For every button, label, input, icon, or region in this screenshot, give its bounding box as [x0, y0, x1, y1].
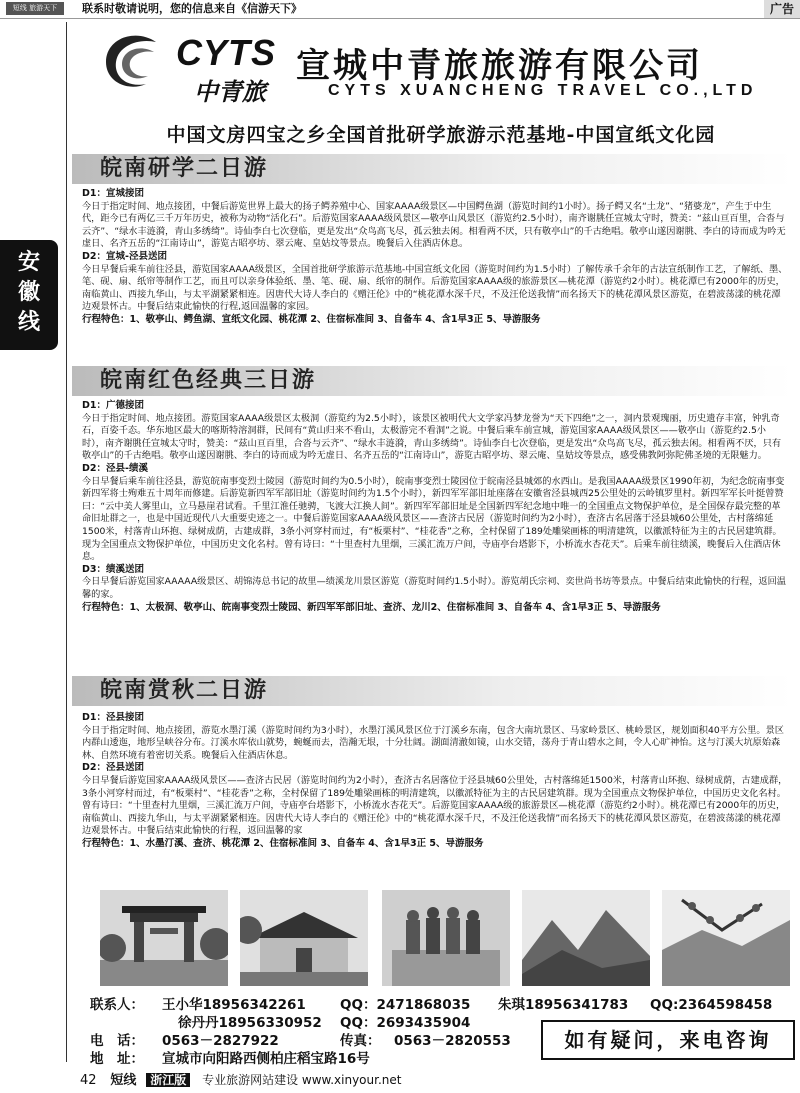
footer-description[interactable]: 专业旅游网站建设 www.xinyour.net: [202, 1073, 402, 1087]
photo-strip: [100, 890, 790, 986]
section-title: [72, 154, 792, 184]
section-title: [72, 366, 792, 396]
cyts-logo-cn: 中青旅: [194, 78, 266, 106]
phone-number[interactable]: 0563－2827922: [162, 1033, 279, 1049]
contact-qq: QQ:2364598458: [650, 997, 773, 1013]
section-title-text: 皖南红色经典三日游: [100, 368, 317, 393]
address-label: 地 址：: [90, 1051, 144, 1067]
section-body: [82, 188, 788, 327]
day-label: D1：泾县接团: [82, 712, 144, 723]
address: 宣城市向阳路西侧柏庄稻宝路16号: [162, 1051, 370, 1067]
section-body: [82, 712, 788, 851]
contact-person: 朱琪18956341783: [498, 997, 629, 1013]
day-text: 今日早餐后乘车前往泾县，游览皖南事变烈士陵园（游览时间约为0.5小时），皖南事变烈士陵园位于皖南泾县城郊的水西山。是我国AAAA级景区1990年初，为纪念皖南事变新四军将士殉难五十周年而修建。后游览新四军军部旧址（游览时间约为1.5个小时），新四军军部旧址座落在安徽省泾县城西25公里处的云岭镇罗里村。新四军军长叶挺曾赞曰：“云中美人雾里山，立马悬崖君试看。千里江淮任驰骋，飞渡大江换人间”。新四军军部旧址是全国新四军纪念地中唯一的全国重点文物保护单位，是全国保存最完整的革命旧址群之一，也是中国近现代八大重要史迹之一。中餐后游览国家AAAA级风景区——查济古民居（游览时间约为2小时），查济古名居落于泾县城60公里处，古村落绵延1500米，村落青山环抱、绿树成荫，古建成群，3条小河穿村而过，有“板栗村”、“桂花香”之称，全村保留了189处雕梁画栋的明清建筑，以徽派特征为主的古民居建筑群。现为全国重点文物保护单位，中国历史文化名村。曾有诗曰：“十里查村九里烟，三溪汇流万户间，寺庙亭台塔影下，小桥流水杏花天”。后乘车前往绩溪，晚餐后入住酒店休息。: [82, 475, 785, 563]
day-text: 今日于指定时间、地点接团，游览水墨汀溪（游览时间约为3小时），水墨汀溪风景区位于汀溪乡东南，包含大南坑景区、马家岭景区、桃岭景区，规划面积40平方公里。景区内群山逶迤，地形呈峡谷分布。汀溪水库依山就势，蜿蜒而去，浩瀚无垠，十分壮阔。湖面清澈如镜，山水交错，荡舟于青山碧水之间，令人心旷神怡。这与汀溪大坑原始森林、自然环境有着密切关系。晚餐后入住酒店休息。: [82, 724, 784, 761]
contact-person: 王小华18956342261: [162, 997, 306, 1013]
section-title-text: 皖南赏秋二日游: [100, 678, 269, 703]
swirl-logo-icon: [102, 30, 162, 92]
contact-person: 徐丹丹18956330952: [178, 1015, 322, 1031]
slogan: 中国文房四宝之乡全国首批研学旅游示范基地-中国宣纸文化园: [166, 124, 716, 146]
statue-group-photo: [382, 890, 510, 986]
day-label: D2：泾县-绩溪: [82, 462, 148, 474]
day-text: 今日于指定时间、地点接团。游览国家AAAA级景区太极洞（游览约为2.5小时），该景区被明代大文学家冯梦龙誉为“天下四绝”之一，洞内景观瑰丽，历史遗存丰富，钟乳奇石，百姿千态。华东地区最大的喀斯特溶洞群，民间有“黄山归来不看山，太极游完不看洞”之说。中餐后乘车前宣城，游览国家AAAA级风景区——敬亭山（游览约2.5小时），南齐谢朓任宣城太守时，赞美：“兹山亘百里，合沓与云齐”、“绿水丰涟漪，青山多绣绮”。诗仙李白七次登临，更是发出“众鸟高飞尽，孤云独去闲。相看两不厌，只有敬亭山”的千古绝唱。敬亭山遂因谢朓、李白的诗而成为吟无虚日、名齐五岳的“江南诗山”，游览古昭亭坊、翠云庵、皇姑坟等景点，感受佛教阿弥陀佛圣境的无限魅力。: [82, 412, 782, 462]
day-text: 今日早餐后游览国家AAAAA级景区、胡锦涛总书记的故里—绩溪龙川景区游览（游览时间约1.5小时）。游览胡氏宗祠、奕世尚书坊等景点。中餐后结束此愉快的行程，返回温馨的家。: [82, 576, 786, 600]
contact-qq: QQ：2471868035: [340, 997, 471, 1013]
section-title: [72, 676, 792, 706]
fax-number: 0563－2820553: [394, 1033, 511, 1049]
contact-qq: QQ：2693435904: [340, 1015, 471, 1031]
company-name-en: CYTS XUANCHENG TRAVEL CO.,LTD: [328, 82, 758, 99]
section-body: [82, 400, 788, 614]
day-label: D3：绩溪送团: [82, 563, 144, 575]
peach-blossom-photo: [662, 890, 790, 986]
phone-label: 电 话：: [90, 1033, 144, 1049]
itinerary-features: 行程特色：1、敬亭山、鳄鱼湖、宣纸文化园、桃花潭 2、住宿标准间 3、自备车 4、含1早3正 5、导游服务: [82, 313, 541, 325]
itinerary-features: 行程特色：1、太极洞、敬亭山、皖南事变烈士陵园、新四军军部旧址、查济、龙川2、住宿标准间 3、自备车 4、含1早3正 5、导游服务: [82, 601, 661, 613]
memorial-archway-photo: [100, 890, 228, 986]
cyts-logo-text: CYTS: [176, 32, 277, 73]
company-name: 宣城中青旅旅游有限公司: [296, 46, 703, 86]
itinerary-features: 行程特色：1、水墨汀溪、查济、桃花潭 2、住宿标准间 3、自备车 4、含1早3正 5、导游服务: [82, 837, 484, 849]
day-label: D1：广德接团: [82, 400, 144, 411]
day-label: D1：宣城接团: [82, 188, 144, 199]
mountain-landscape-photo: [522, 890, 650, 986]
ad-tag: 广告: [764, 0, 800, 18]
day-text: 今日于指定时间、地点接团，中餐后游览世界上最大的扬子鳄养殖中心、国家AAAA级景区—中国鳄鱼湖（游览时间约1小时）。扬子鳄又名“土龙”、“猪婆龙”，产生于中生代，距今已有两亿三千万年历史，被称为动物“活化石”。后游览国家AAAA级风景区—敬亭山风景区（游览约2.5小时），南齐谢朓任宣城太守时，赞美：“兹山亘百里，合沓与云齐”、“绿水丰涟漪，青山多绣绮”。诗仙李白七次登临，更是发出“众鸟高飞尽，孤云独去闲。相看两不厌，只有敬亭山”的千古绝唱。敬亭山遂因谢朓、李白的诗而成为吟无虚日、名齐五岳的“江南诗山”，游览古昭亭坊、翠云庵、皇姑坟等景点。晚餐后入住酒店休息。: [82, 200, 786, 250]
top-notice: 联系时敬请说明，您的信息来自《信游天下》: [82, 2, 302, 15]
side-tab-char: 线: [17, 310, 40, 335]
contact-label: 联系人：: [90, 997, 144, 1013]
day-label: D2：泾县送团: [82, 762, 144, 774]
day-text: 今日早餐后游览国家AAAA级风景区——查济古民居（游览时间约为2小时），查济古名居落位于泾县城60公里处，古村落绵延1500米，村落青山环抱、绿树成荫，古建成群，3条小河穿村而过，有“板栗村”、“桂花香”之称，全村保留了189处雕梁画栋的明清建筑，以徽派特征为主的古民居建筑群。现为全国重点文物保护单位，中国历史文化名村。曾有诗曰：“十里查村九里烟，三溪汇流万户间，寺庙亭台塔影下，小桥流水杏花天”。后游览国家AAAA级的旅游景区—桃花潭（游览约2小时）。桃花潭已有2000年的历史，南临黄山、西接九华山，与太平湖紧紧相连。因唐代大诗人李白的《赠汪伦》中的“桃花潭水深千尺，不及汪伦送我情”而名扬天下的桃花潭风景区游览，在碧波荡漾的桃花潭边观景怀古。中餐后结束此愉快的行程，返回温馨的家: [82, 774, 788, 837]
village-house-photo: [240, 890, 368, 986]
fax-label: 传真：: [340, 1033, 381, 1049]
footer-brand: 短线: [110, 1073, 137, 1088]
side-tab-char: 安: [17, 250, 40, 275]
edition-badge: 浙江版: [146, 1073, 190, 1087]
day-text: 今日早餐后乘车前往泾县，游览国家AAAA级景区，全国首批研学旅游示范基地-中国宣纸文化园（游览时间约为1.5小时）了解传承千余年的古法宣纸制作工艺，了解纸、墨、笔、砚、扇、纸帘等制作工艺，而且可以亲身体验纸、墨、笔、砚、扇、纸帘的制作。后游览国家AAAA级的旅游景区—桃花潭（游览约2小时）。桃花潭已有2000年的历史，南临黄山、西接九华山，与太平湖紧紧相连。因唐代大诗人李白的《赠汪伦》中的“桃花潭水深千尺，不及汪伦送我情”而名扬天下的桃花潭风景区游览，在碧波荡漾的桃花潭边观景怀古。中餐后结束此愉快的行程,返回温馨的家园。: [82, 263, 788, 313]
inquiry-box: 如有疑问，来电咨询: [541, 1020, 795, 1060]
region-side-tab: [0, 240, 58, 350]
company-header: [96, 26, 786, 114]
top-bar: [0, 0, 800, 19]
page-footer: [80, 1072, 401, 1089]
side-tab-char: 徽: [17, 280, 40, 305]
section-title-text: 皖南研学二日游: [100, 156, 269, 181]
page-number: 42: [80, 1073, 97, 1088]
day-label: D2：宣城-泾县送团: [82, 250, 167, 262]
publication-logo: 短线 旅游天下: [6, 2, 64, 15]
